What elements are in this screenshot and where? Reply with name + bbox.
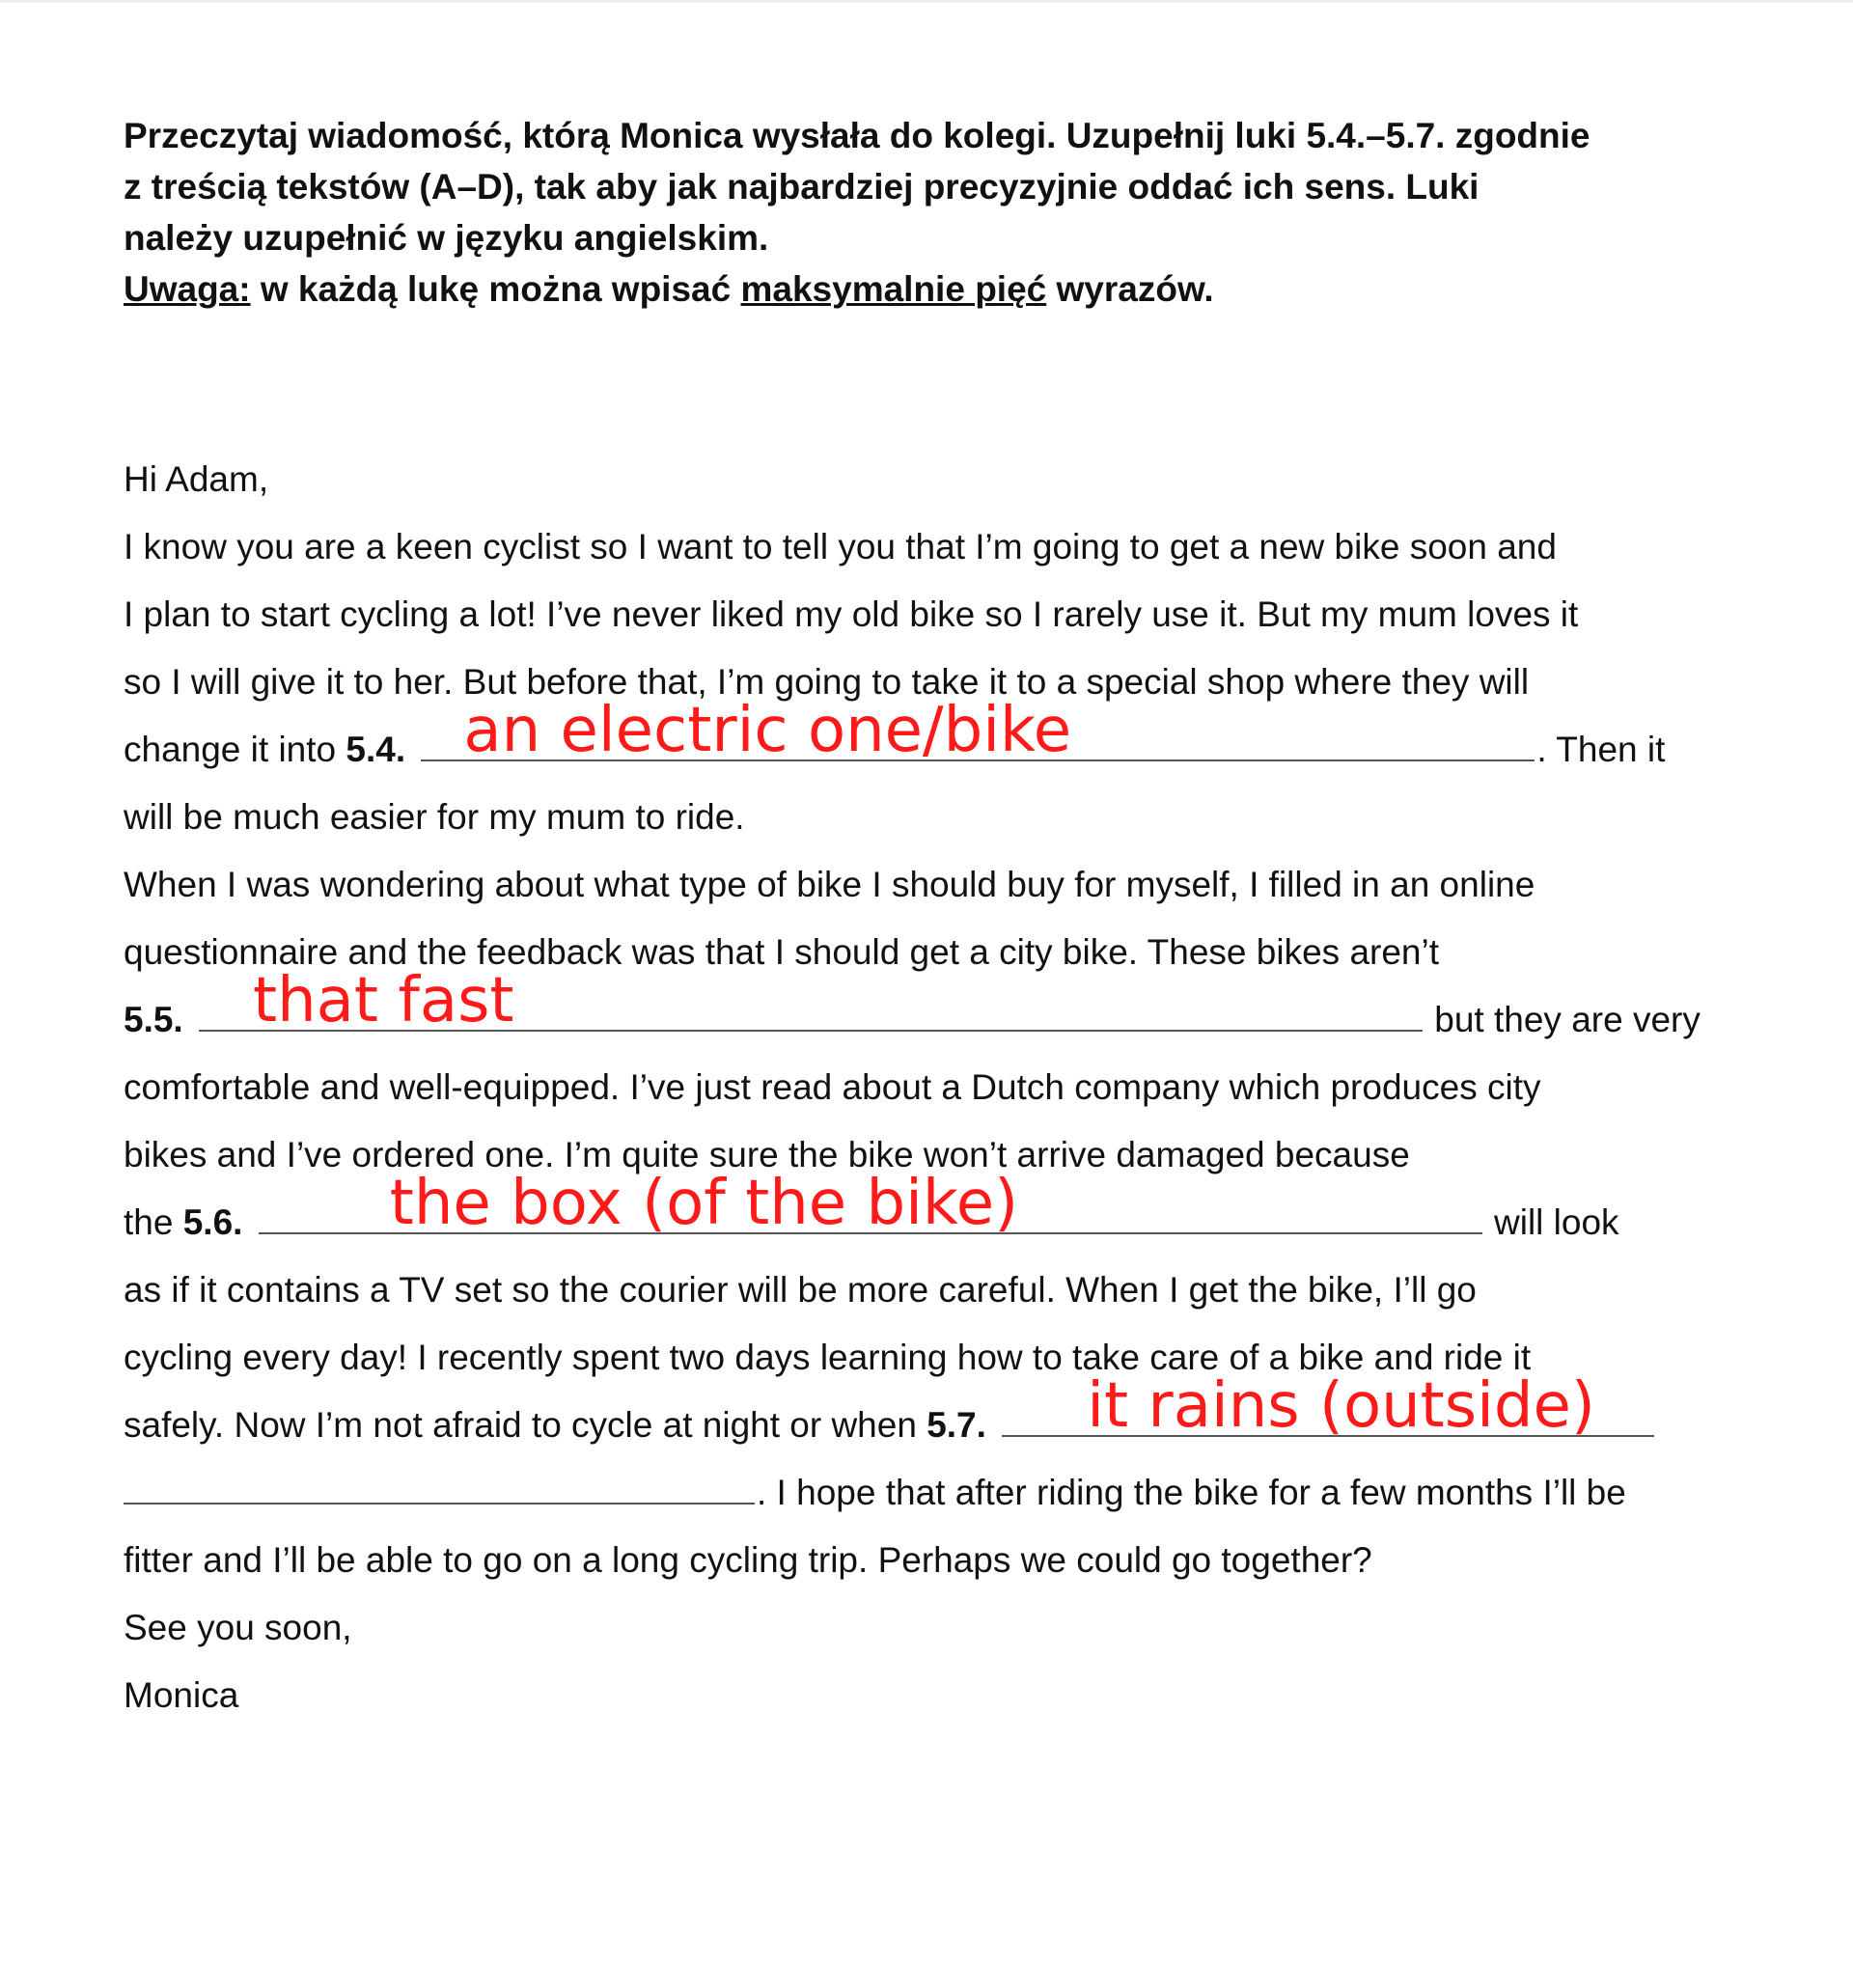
gap-57-blank-continued[interactable] bbox=[124, 1502, 755, 1505]
instructions-line-2: z treścią tekstów (A–D), tak aby jak najbardziej precyzyjnie oddać ich sens. Luki bbox=[124, 167, 1480, 207]
note-text: w każdą lukę można wpisać bbox=[250, 269, 741, 309]
gap-55-blank[interactable] bbox=[199, 965, 1423, 1036]
letter-line-6: When I was wondering about what type of bike I should buy for myself, I filled in an online bbox=[124, 865, 1535, 904]
letter-greeting: Hi Adam, bbox=[124, 459, 269, 499]
gap-number-55: 5.5. bbox=[124, 1000, 183, 1039]
gap-number-57: 5.7. bbox=[926, 1405, 986, 1445]
line-text: the bbox=[124, 1202, 183, 1242]
line-text: . Then it bbox=[1536, 730, 1666, 769]
top-edge bbox=[0, 0, 1853, 3]
note-end: wyrazów. bbox=[1046, 269, 1214, 309]
gap-number-56: 5.6. bbox=[182, 1202, 243, 1242]
letter-line-12: as if it contains a TV set so the courier will be more careful. When I get the bike, I’ll go bbox=[124, 1270, 1477, 1310]
letter-line-13: cycling every day! I recently spent two days learning how to take care of a bike and ride it bbox=[124, 1338, 1532, 1377]
answer-55: that fast bbox=[253, 965, 514, 1036]
line-text: change it into bbox=[124, 730, 346, 769]
instructions-line-1: Przeczytaj wiadomość, którą Monica wysłała do kolegi. Uzupełnij luki 5.4.–5.7. zgodnie bbox=[124, 116, 1590, 155]
note-emphasis: maksymalnie pięć bbox=[740, 269, 1047, 309]
letter-line-7: questionnaire and the feedback was that I should get a city bike. These bikes aren’t bbox=[124, 932, 1440, 972]
letter-closing: See you soon, bbox=[124, 1608, 352, 1647]
answer-56: the box (of the bike) bbox=[389, 1168, 1019, 1239]
letter-line-gap-54 bbox=[124, 695, 1666, 784]
line-text: safely. Now I’m not afraid to cycle at night or when bbox=[124, 1405, 927, 1445]
note-label: Uwaga: bbox=[124, 269, 251, 309]
gap-number-54: 5.4. bbox=[346, 730, 406, 769]
instructions-line-3: należy uzupełnić w języku angielskim. bbox=[124, 218, 769, 258]
letter-line-1: I know you are a keen cyclist so I want to tell you that I’m going to get a new bike soon and bbox=[124, 527, 1557, 566]
letter-line-3: so I will give it to her. But before that, I’m going to take it to a special shop where they will bbox=[124, 662, 1530, 702]
letter-line-2: I plan to start cycling a lot! I’ve never liked my old bike so I rarely use it. But my mum loves it bbox=[124, 594, 1579, 634]
answer-57: it rains (outside) bbox=[1087, 1370, 1595, 1442]
answer-54: an electric one/bike bbox=[463, 695, 1072, 766]
instructions-note bbox=[124, 263, 1764, 315]
letter-signature: Monica bbox=[124, 1675, 239, 1715]
task-instructions bbox=[124, 110, 1764, 315]
line-text: will look bbox=[1483, 1202, 1619, 1242]
letter-line-10: bikes and I’ve ordered one. I’m quite sure the bike won’t arrive damaged because bbox=[124, 1135, 1410, 1174]
gap-54-blank[interactable] bbox=[421, 695, 1535, 766]
line-text: but they are very bbox=[1424, 1000, 1701, 1039]
letter-line-gap-56 bbox=[124, 1168, 1619, 1256]
letter-line-gap-55 bbox=[124, 965, 1701, 1054]
letter-line-16: fitter and I’ll be able to go on a long cycling trip. Perhaps we could go together? bbox=[124, 1540, 1372, 1580]
line-text: . I hope that after riding the bike for a few months I’ll be bbox=[757, 1473, 1626, 1512]
letter-line-9: comfortable and well-equipped. I’ve just read about a Dutch company which produces city bbox=[124, 1067, 1541, 1107]
letter-line-gap-57-continued bbox=[124, 1459, 1626, 1527]
letter-line-gap-57 bbox=[124, 1370, 1656, 1459]
gap-57-blank[interactable] bbox=[1002, 1370, 1654, 1442]
letter-line-5: will be much easier for my mum to ride. bbox=[124, 797, 745, 837]
gap-56-blank[interactable] bbox=[259, 1168, 1482, 1239]
